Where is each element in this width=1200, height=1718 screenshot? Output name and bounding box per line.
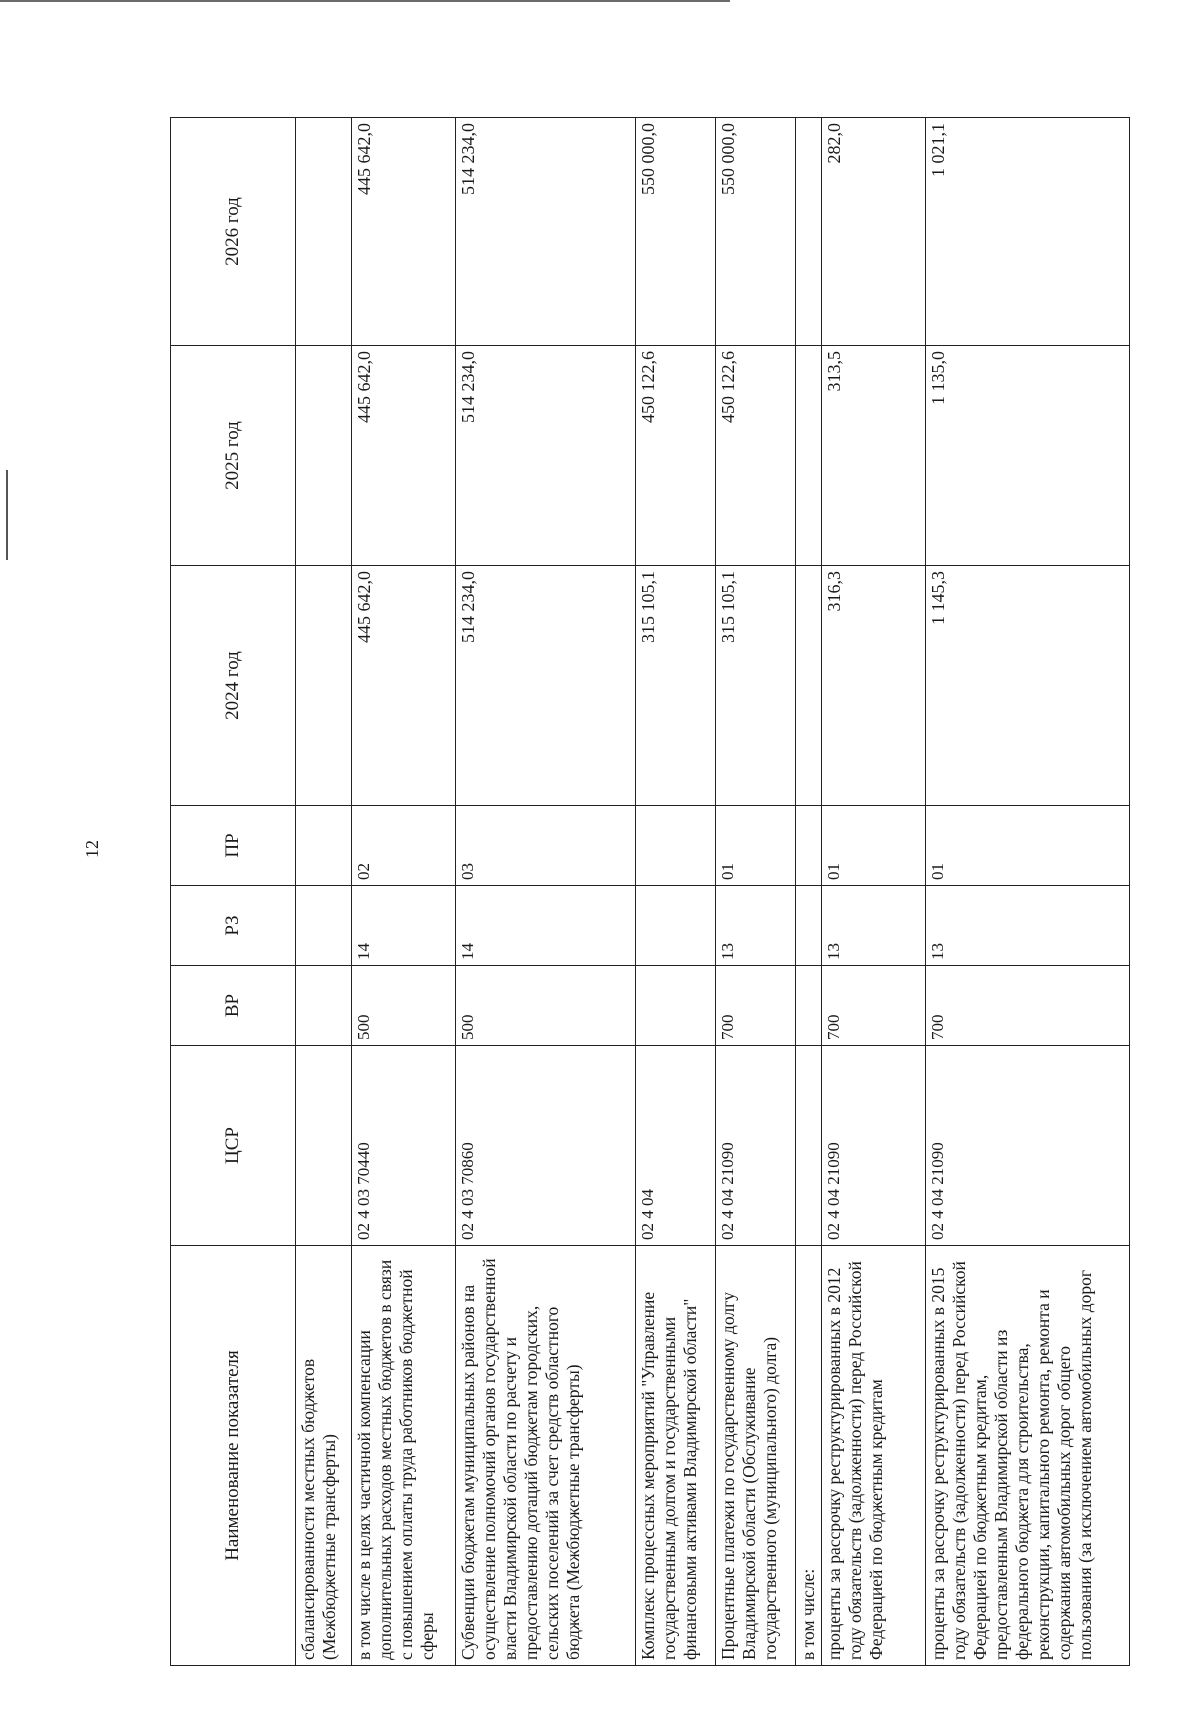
cell-rz: 13: [926, 886, 1130, 966]
cell-csr: 02 4 03 70440: [352, 1046, 456, 1246]
cell-2026: [296, 118, 352, 346]
cell-2025: 514 234,0: [456, 346, 636, 566]
header-2025: 2025 год: [171, 346, 296, 566]
cell-name: Субвенции бюджетам муниципальных районов на осуществление полномочий органов государственной власти Владимирской области по расчету и предоставлению дотаций бюджетам городских, сельских поселений за счет средств областного бюджета (Межбюджетные трансферты): [456, 1246, 636, 1666]
header-name: Наименование показателя: [171, 1246, 296, 1666]
cell-2025: 445 642,0: [352, 346, 456, 566]
table-row: [352, 118, 456, 1666]
cell-pr: 02: [352, 806, 456, 886]
cell-rz: [796, 886, 822, 966]
cell-name: в том числе:: [796, 1246, 822, 1666]
cell-csr: 02 4 04 21090: [822, 1046, 926, 1246]
table-header-row: [171, 118, 296, 1666]
header-rz: РЗ: [171, 886, 296, 966]
cell-name: сбалансированности местных бюджетов (Межбюджетные трансферты): [296, 1246, 352, 1666]
cell-vr: [636, 966, 716, 1046]
cell-2026: 445 642,0: [352, 118, 456, 346]
table-row: [926, 118, 1130, 1666]
scan-edge-line: [0, 0, 730, 2]
scan-margin-mark: [6, 470, 8, 560]
cell-pr: [796, 806, 822, 886]
table-row: [822, 118, 926, 1666]
cell-pr: 03: [456, 806, 636, 886]
cell-rz: 14: [352, 886, 456, 966]
cell-rz: 13: [822, 886, 926, 966]
cell-2026: [796, 118, 822, 346]
table-row: [636, 118, 716, 1666]
cell-2026: 550 000,0: [716, 118, 796, 346]
cell-csr: 02 4 04 21090: [926, 1046, 1130, 1246]
cell-2025: [796, 346, 822, 566]
cell-name: проценты за рассрочку реструктурированных в 2015 году обязательств (задолженности) перед Российской Федерацией по бюджетным кредитам, предоставленным Владимирской области из федерального бюджета для строительства, реконструкции, капитального ремонта, ремонта и содержания автомобильных дорог общего пользования (за исключением автомобильных дорог: [926, 1246, 1130, 1666]
page-number: 12: [82, 840, 102, 858]
cell-csr: 02 4 03 70860: [456, 1046, 636, 1246]
table-row: [456, 118, 636, 1666]
cell-name: проценты за рассрочку реструктурированных в 2012 году обязательств (задолженности) перед Российской Федерацией по бюджетным кредитам: [822, 1246, 926, 1666]
cell-2025: 313,5: [822, 346, 926, 566]
cell-2024: 445 642,0: [352, 566, 456, 806]
cell-rz: 14: [456, 886, 636, 966]
cell-csr: 02 4 04 21090: [716, 1046, 796, 1246]
table-row: [716, 118, 796, 1666]
cell-name: Процентные платежи по государственному долгу Владимирской области (Обслуживание государственного (муниципального) долга): [716, 1246, 796, 1666]
table-row: [796, 118, 822, 1666]
cell-rz: 13: [716, 886, 796, 966]
table-row: [296, 118, 352, 1666]
cell-2024: 315 105,1: [636, 566, 716, 806]
header-vr: ВР: [171, 966, 296, 1046]
cell-2025: 450 122,6: [636, 346, 716, 566]
cell-rz: [296, 886, 352, 966]
cell-2025: [296, 346, 352, 566]
cell-pr: [296, 806, 352, 886]
cell-2024: 315 105,1: [716, 566, 796, 806]
cell-csr: 02 4 04: [636, 1046, 716, 1246]
cell-2025: 450 122,6: [716, 346, 796, 566]
cell-rz: [636, 886, 716, 966]
header-2026: 2026 год: [171, 118, 296, 346]
cell-2024: 316,3: [822, 566, 926, 806]
cell-csr: [296, 1046, 352, 1246]
cell-2026: 282,0: [822, 118, 926, 346]
budget-table: [170, 117, 1130, 1666]
cell-2024: [796, 566, 822, 806]
cell-pr: 01: [822, 806, 926, 886]
cell-vr: [296, 966, 352, 1046]
cell-name: в том числе в целях частичной компенсации дополнительных расходов местных бюджетов в связи с повышением оплаты труда работников бюджетной сферы: [352, 1246, 456, 1666]
cell-2026: 1 021,1: [926, 118, 1130, 346]
cell-vr: 700: [716, 966, 796, 1046]
cell-pr: 01: [926, 806, 1130, 886]
header-2024: 2024 год: [171, 566, 296, 806]
rotated-page-content: [170, 118, 1130, 1666]
cell-2025: 1 135,0: [926, 346, 1130, 566]
cell-name: Комплекс процессных мероприятий "Управление государственным долгом и государственными финансовыми активами Владимирской области": [636, 1246, 716, 1666]
cell-2024: 1 145,3: [926, 566, 1130, 806]
header-csr: ЦСР: [171, 1046, 296, 1246]
cell-pr: 01: [716, 806, 796, 886]
cell-vr: 500: [352, 966, 456, 1046]
cell-pr: [636, 806, 716, 886]
cell-2024: [296, 566, 352, 806]
cell-vr: 700: [926, 966, 1130, 1046]
header-pr: ПР: [171, 806, 296, 886]
cell-vr: [796, 966, 822, 1046]
cell-2026: 550 000,0: [636, 118, 716, 346]
cell-csr: [796, 1046, 822, 1246]
cell-vr: 700: [822, 966, 926, 1046]
cell-vr: 500: [456, 966, 636, 1046]
cell-2024: 514 234,0: [456, 566, 636, 806]
cell-2026: 514 234,0: [456, 118, 636, 346]
